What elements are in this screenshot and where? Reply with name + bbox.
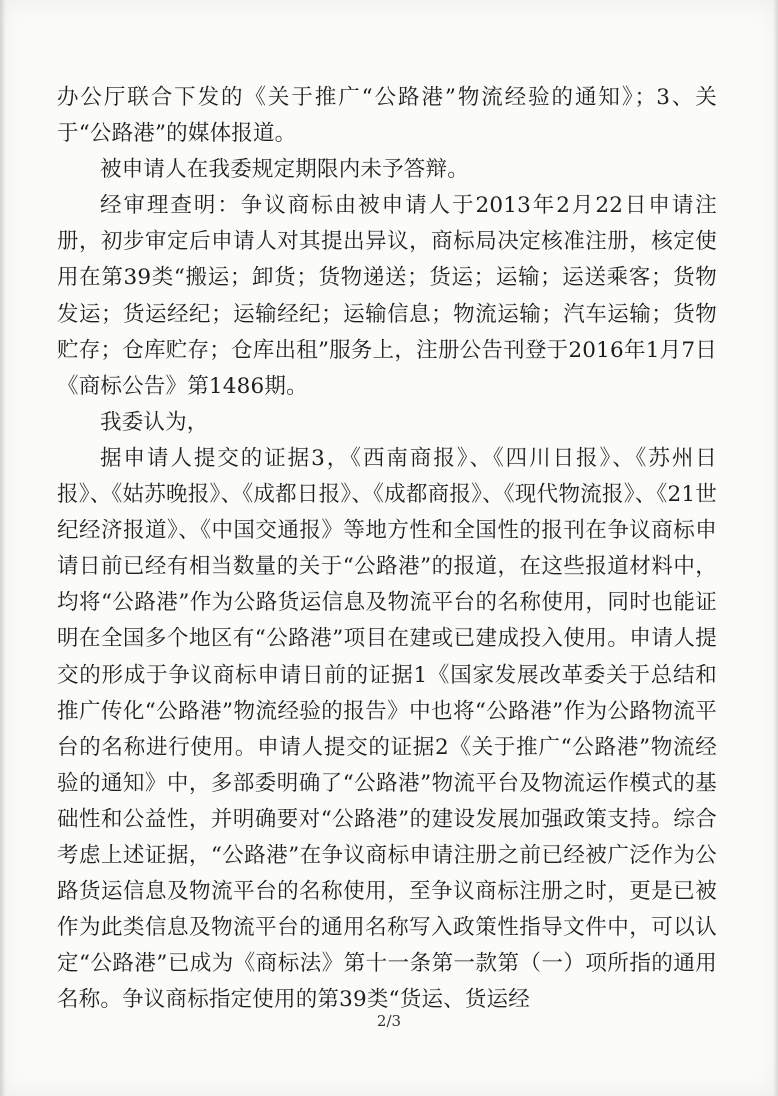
page-number: 2/3 <box>376 1012 402 1030</box>
paragraph-no-reply: 被申请人在我委规定期限内未予答辩。 <box>100 157 469 183</box>
paragraph-findings: 经审理查明：争议商标由被申请人于2013年2月22日申请注册，初步审定后申请人对其提出异议，商标局决定核准注册，核定使用在第39类“搬运；卸货；货物递送；货运；运输；运送乘客；货物发运；货运经纪；运输经纪；运输信息；物流运输；汽车运输；货物贮存；仓库贮存；仓库出租”服务上，注册公告刊登于2016年1月7日《商标公告》第1486期。 <box>57 193 717 399</box>
scan-edge-left <box>0 0 6 1096</box>
scan-edge-right <box>773 0 778 1096</box>
paragraph-evidence-analysis: 据申请人提交的证据3，《西南商报》、《四川日报》、《苏州日报》、《姑苏晚报》、《成都日报》、《成都商报》、《现代物流报》、《21世纪经济报道》、《中国交通报》等地方性和全国性的报刊在争议商标申请日前已经有相当数量的关于“公路港”的报道，在这些报道材料中，均将“公路港”作为公路货运信息及物流平台的名称使用，同时也能证明在全国多个地区有“公路港”项目在建或已建成投入使用。申请人提交的形成于争议商标申请日前的证据1《国家发展改革委关于总结和推广传化“公路港”物流经验的报告》中也将“公路港”作为公路物流平台的名称进行使用。申请人提交的证据2《关于推广“公路港”物流经验的通知》中，多部委明确了“公路港”物流平台及物流运作模式的基础性和公益性，并明确要对“公路港”的建设发展加强政策支持。综合考虑上述证据，“公路港”在争议商标申请注册之前已经被广泛作为公路货运信息及物流平台的名称使用，至争议商标注册之时，更是已被作为此类信息及物流平台的通用名称写入政策性指导文件中，可以认定“公路港”已成为《商标法》第十一条第一款第（一）项所指的通用名称。争议商标指定使用的第39类“货运、货运经 <box>57 445 717 1013</box>
document-body <box>57 80 717 1018</box>
paragraph-continuation: 办公厅联合下发的《关于推广“公路港”物流经验的通知》；3、关于“公路港”的媒体报道。 <box>57 85 717 147</box>
paragraph-committee-opinion: 我委认为， <box>100 409 209 435</box>
